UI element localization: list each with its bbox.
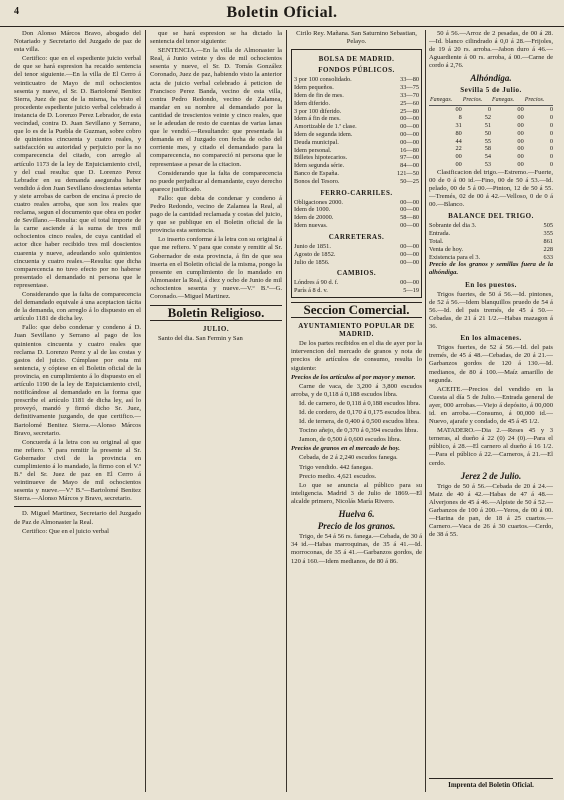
paragraph: Precio medio. 4,621 escudos.	[299, 472, 377, 480]
ferro-title: FERRO-CARRILES.	[320, 188, 393, 197]
carreteras-table	[294, 243, 419, 266]
granos-title: Precios de granos en el mercado de hoy.	[291, 445, 400, 453]
religious-month: JULIO.	[202, 325, 230, 334]
paragraph: Trigos fuertes, de 50 á 56.—Id. pintones, de 52 á 56.—Idem blanquillos pruedo de 54 á 56.—Id. del pais tremés, de 45 á 50.—Cebadas, de 21 á 21 1/2.—Habas mazagon á 36.	[429, 290, 553, 331]
table-cell: 00	[517, 114, 524, 122]
row-value: 00—00	[400, 242, 419, 250]
table-row	[294, 139, 419, 147]
table-cell: 00	[455, 153, 462, 161]
row-value: 16—80	[400, 146, 419, 154]
row-label: Idem á fin de mes.	[294, 115, 341, 123]
paragraph: Id. de cordero, de 0,170 á 0,175 escudos libra.	[299, 409, 421, 417]
paragraph: 50 á 56.—Arroz de 2 pesadas, de 00 á 28.—Id. blanco cilindrado á 0,0 á 28.—Frijoles, de 19 á 20 rs. arroba.—Jabon duro á 46.—Aguardiente á 00 rs. arroba, á 00.—Carne de cordo á 2,76.	[429, 30, 553, 70]
table-cell: 0	[549, 137, 553, 145]
column-rule	[425, 30, 426, 792]
row-label: Junio de 1851.	[294, 242, 331, 250]
almacenes-title: En los almacenes.	[460, 334, 522, 343]
table-cell: 00	[455, 106, 462, 114]
table-row	[294, 92, 419, 100]
table-row	[294, 199, 419, 207]
table-row	[429, 230, 553, 238]
bolsa-box	[291, 49, 422, 298]
row-label: 3 por 100 consolidado.	[294, 76, 352, 84]
table-cell: 0	[549, 153, 553, 161]
table-row	[294, 287, 419, 295]
row-value: 633	[543, 253, 553, 261]
row-label: Idem de 1000.	[294, 206, 331, 214]
row-value: 00—00	[400, 198, 419, 206]
alhondiga-table	[429, 96, 553, 169]
table-cell: 00	[517, 145, 524, 153]
row-value: 00—00	[400, 206, 419, 214]
table-row	[294, 206, 419, 214]
table-row	[294, 115, 419, 123]
row-value: 00—00	[400, 250, 419, 258]
paragraph: que se hará espresion se ha dictado la sentencia del tenor siguiente:	[150, 30, 282, 46]
paragraph: Certifico: que en el espediente juicio verbal de que se hará espresion ha recaido sentencia del tenor siguiente.—En la villa de El Cerro á veinticuatro de Mayo de mil ochocientos sesenta y nueve, el Sr. D. Bartolomé Benitez Sierra, Juez de paz de la misma, ha visto el procedente espediente juicio verbal celebrado á instancia de D. Lorenzo Perez Lebrador, de esta vecindad, contra D. Juan Sevillano y Serrano, que lo es de la Puebla de Guzman, sobre cobro de quinientos cincuenta y cuatro reales, y satisfacción su autoridad y perjuicio por la no comparecencia del citado, con arreglo al artículo 1173 de la ley de Enjuiciamiento civil, y del cual resulta: que D. Lorenzo Perez Lebrador en su demanda aseguraba haber vendido á don Juan Sevillano doscientas setenta y siete arrobas de carbon de encina á precio de cuatro reales arroba, que son los reales que reclama, segun el documento que obra en poder de Sevillano.—Resulta: que el total importe de la carne asciende á la suma de tres mil ochocientos cinco reales, de cuya cantidad el actor dice haber recibido tres mil doscientos cuarenta y nueve, adeudando solo quinientos cincuenta y cuatro reales.—Resulta: que dicha comparecencia no tuvo efecto por no haberse presentado el demandado ni persona que le representase.	[14, 55, 141, 289]
row-value: 00—00	[400, 222, 419, 230]
table-row	[294, 84, 419, 92]
huelva-subtitle: Precio de los granos.	[317, 521, 396, 532]
divider	[14, 506, 141, 507]
row-label: Idem personal.	[294, 146, 332, 154]
row-value: 5—19	[403, 287, 419, 295]
paragraph: Fallo: que debia de condenar y condeno á Pedro Redondo, vecino de Zalamea la Real, al pago de la cantidad reclamada y costas del juicio, y que se publique en el Boletin oficial de la provincia esta sentencia.	[150, 194, 282, 235]
row-value: 33—80	[400, 76, 419, 84]
paragraph: SENTENCIA.—En la villa de Almonaster la Real, á Junio veinte y dos de mil ochocientos sesenta y nueve, el Sr. D. Tomás González Coronado, Juez de paz, habiendo visto la anterior acta de juicio verbal celebrado á peticion de Francisco Perez Banda, vecino de esta villa, contra Pedro Redondo, vecino de Zalamea, mandar en su nombre al demandado por la cantidad de trescientos veinte y cinco reales, que se le adeudan de resto de cuentas de varias lanas que le vendió.—Resultando: que presentada la demanda en el Juzgado con fecha de ocho del corriente mes, y citado el demandado para la comparecencia, no compareció ni persona que le representase a pesar de la citacion.	[150, 47, 282, 168]
paragraph: Jamon, de 0,500 á 0,600 escudos libra.	[299, 436, 402, 444]
bolsa-table	[294, 76, 419, 185]
ferro-table	[294, 199, 419, 230]
table-row	[429, 145, 553, 153]
table-cell: 50	[484, 129, 491, 137]
table-cell: 31	[455, 122, 462, 130]
table-cell: 0	[487, 106, 491, 114]
balance-table	[429, 222, 553, 261]
table-row	[429, 114, 553, 122]
row-label: Sobrante del dia 3.	[429, 222, 477, 230]
row-value: 00—00	[400, 123, 419, 131]
table-row	[294, 170, 419, 178]
table-row	[294, 154, 419, 162]
table-row	[294, 243, 419, 251]
table-row	[294, 222, 419, 230]
row-value: 58—80	[400, 214, 419, 222]
row-label: 3 por 100 diferido.	[294, 107, 342, 115]
table-row	[429, 238, 553, 246]
table-cell: 0	[549, 122, 553, 130]
row-value: 00—00	[400, 258, 419, 266]
column-1	[14, 30, 141, 792]
paragraph: ACEITE.—Precios del vendido en la Cuesta al día 5 de Julio.—Entrada general de ayer, 000 arrobas.—Viejo á depósito, á 00,000 id. en arroba.—Consumo, á 00,000 id.—Nuevo, ajarafe y condado, de 45 á 45 1/2.	[429, 385, 553, 426]
paragraph: Lo inserto conforme á la letra con su original á que me refiero. Y para que conste y remitir al Sr. Gobernador de esta provincia, á fin de que sea inserta en el Boletin oficial de la misma, pongo la presente en cumplimiento de lo mandado en Almonaster la Real, á diez y ocho de Junio de mil ochocientos sesenta y nueve.—V.º B.º—G. Coronado.—Miguel Martinez.	[150, 236, 282, 300]
imprint-footer: Imprenta del Boletin Oficial.	[429, 778, 553, 789]
paragraph: Tocino añejo, de 0,370 á 0,394 escudos libra.	[299, 427, 419, 435]
row-value: 25—80	[400, 107, 419, 115]
column-3	[291, 30, 422, 792]
paragraph: Concuerda á la letra con su original al que me refiero. Y para remitir la presente al Sr. Gobernador civil de la provincia en cumplimiento á lo mandado, la firmo con el V.º B.º del Sr. Juez de paz en El Cerro á veintinueve de Mayo de mil ochocientos sesenta y nueve.—V.º B.º—Bartolomé Benitez Sierra.—Alonso Márcos y Bravo, secretario.	[14, 438, 141, 503]
cambios-table	[294, 279, 419, 295]
row-value: 00—00	[400, 138, 419, 146]
column-header: Precios.	[462, 96, 491, 106]
table-row	[294, 178, 419, 186]
table-row	[429, 153, 553, 161]
row-value: 121—50	[396, 169, 419, 177]
row-label: Lóndres á 90 d. f.	[294, 279, 339, 287]
paragraph: Trigo de 50 á 56.—Cebada de 20 á 24.—Maiz de 40 á 42.—Habas de 47 á 48.—Alverjones de 45 á 46.—Alpiste de 50 á 52.—Garbanzos de 100 á 200.—Yeros, de 00 á 00.—Harina de pan, de 18 á 25 cuartos.—Carnero.—Vaca de 26 á 30 cuartos.—Cerdo, de 38 á 55.	[429, 482, 553, 539]
table-cell: 00	[517, 161, 524, 169]
row-label: Agosto de 1852.	[294, 250, 336, 258]
table-cell: 8	[458, 114, 462, 122]
paragraph: Trigo, de 54 á 56 rs. fanega.—Cebada, de 30 á 34 id.—Habas marroquinas, de 35 á 41.—Id. morroconas, de 35 á 41.—Garbanzos gordos, de 120 á 160.—Idem medianos, de 80 á 86.	[291, 533, 422, 565]
table-row	[294, 259, 419, 267]
paragraph: Considerando que la falta de comparecencia no puede perjudicar al demandante, cuyo derecho aparece justificado.	[150, 169, 282, 193]
column-header: Precios.	[524, 96, 553, 106]
bolsa-title: BOLSA DE MADRID.	[318, 55, 395, 64]
precios-title: Precios de los artículos al por mayor y menor.	[291, 373, 416, 381]
row-value: 00—00	[400, 115, 419, 123]
paragraph: Carne de vaca, de 3,200 á 3,800 escudos arroba, y de 0,118 á 0,188 escudos libra.	[291, 382, 422, 398]
table-row	[429, 106, 553, 114]
jerez-title: Jerez 2 de Julio.	[460, 470, 522, 481]
table-cell: 00	[517, 137, 524, 145]
row-value: 33—70	[400, 91, 419, 99]
row-label: Idem de segunda idem.	[294, 130, 353, 138]
paragraph: Id. de carnero, de 0,118 á 0,188 escudos libra.	[299, 399, 421, 407]
table-row	[294, 108, 419, 116]
column-rule	[286, 30, 287, 792]
table-row	[429, 138, 553, 146]
column-header: Fanegas.	[491, 96, 524, 106]
table-row	[429, 222, 553, 230]
table-row	[429, 161, 553, 169]
bolsa-subtitle: FONDOS PÚBLICOS.	[318, 66, 395, 75]
table-row	[429, 130, 553, 138]
page-header	[0, 0, 564, 27]
paragraph: Id. de ternera, de 0,400 á 0,500 escudos libra.	[299, 418, 419, 426]
table-cell: 00	[517, 122, 524, 130]
table-row	[294, 162, 419, 170]
table-cell: 58	[484, 145, 491, 153]
table-cell: 00	[517, 129, 524, 137]
table-row	[294, 131, 419, 139]
paragraph: D. Miguel Martinez, Secretario del Juzgado de Paz de Almonaster la Real.	[14, 510, 141, 526]
precio-title: Precio de los granos y semillas fuera de la alhóndiga.	[429, 261, 553, 277]
puestos-title: En los puestos.	[465, 280, 517, 289]
row-label: Existencia para el 3.	[429, 253, 481, 261]
row-label: Idem de 20000.	[294, 214, 334, 222]
paragraph: Certifico: Que en el juicio verbal	[22, 527, 109, 535]
row-label: Deuda municipal.	[294, 138, 339, 146]
row-label: Amortizable de 1.ª clase.	[294, 123, 357, 131]
masthead-title: Boletin Oficial.	[226, 4, 338, 21]
paragraph: Clasificacion del trigo.—Estremo.—Fuerte, 00 de 0 á 00 id.—Fino, 00 de 50 á 53.—Id. pelado, 00 de 5 á 00.—Pinton, 12 de 50 á 55.—Tremés, 02 de 00 á 42.—Velloso, 0 de 0 á 00.—Blanco.	[429, 168, 553, 209]
table-row	[294, 123, 419, 131]
table-cell: 22	[455, 145, 462, 153]
row-value: 00—00	[400, 279, 419, 287]
religious-section-title: Boletin Religioso.	[150, 305, 282, 321]
column-rule	[145, 30, 146, 792]
paragraph: De los partes recibidos en el dia de ayer por la intervencion del mercado de granos y nota de precios de artículos de consumo, resulta lo siguiente:	[291, 340, 422, 372]
table-cell: 53	[484, 161, 491, 169]
table-cell: 0	[549, 161, 553, 169]
row-label: Banco de España.	[294, 169, 339, 177]
carreteras-title: CARRETERAS.	[328, 232, 385, 241]
ayuntamiento-title: AYUNTAMIENTO POPULAR DE MADRID.	[298, 322, 415, 339]
row-label: Obligaciones 2000.	[294, 198, 343, 206]
table-cell: 0	[549, 114, 553, 122]
row-label: París á 8 d. v.	[294, 287, 328, 295]
paragraph: Lo que se anuncia al público para su inteligencia. Madrid 3 de Julio de 1869.—El alcalde primero, Nicolás María Rivero.	[291, 481, 422, 505]
row-label: Julio de 1856.	[294, 258, 330, 266]
paragraph: Trigo vendido. 442 fanegas.	[299, 463, 373, 471]
table-cell: 00	[517, 106, 524, 114]
table-row	[294, 147, 419, 155]
cambios-title: CAMBIOS.	[336, 269, 377, 278]
table-cell: 51	[484, 122, 491, 130]
table-row	[429, 246, 553, 254]
paragraph: Don Alonso Márcos Bravo, abogado del Notariado y Secretario del Juzgado de paz de esta villa.	[14, 30, 141, 54]
table-row	[294, 251, 419, 259]
table-cell: 55	[484, 137, 491, 145]
row-value: 84—00	[400, 162, 419, 170]
row-label: Venta de hoy.	[429, 245, 464, 253]
paragraph: Fallo: que debo condenar y condeno á D. Juan Sevillano y Serrano al pago de los quinientos cincuenta y cuatro reales que reclama D. Lorenzo Perez y al de las costas y gastos del juicio. Cúmplase por esta mi sentencia, y cópiese en el Boletin oficial de la provincia, en cumplimiento á lo dispuesto en el artículo 1190 de la ley de Enjuiciamiento civil, notificándose al demandado en la forma que prescribe el artículo 1181 de dicha ley, así lo proveyó, mandó y firmó dicho Sr. Juez, definitivamente juzgando, de que certifico.—Bartolomé Benitez Sierra.—Alonso Márcos Bravo, secretario.	[14, 324, 141, 437]
column-4	[429, 30, 553, 792]
row-value: 25—60	[400, 99, 419, 107]
paragraph: Cirilo Rey. Mañana. San Saturnino Sebastian, Pelayo.	[296, 30, 417, 46]
table-cell: 44	[455, 137, 462, 145]
table-cell: 0	[549, 129, 553, 137]
table-row	[429, 254, 553, 262]
paragraph: Santo del dia. San Fermin y San	[158, 335, 243, 343]
row-value: 861	[543, 237, 553, 245]
row-label: Total.	[429, 237, 444, 245]
table-row	[294, 76, 419, 84]
table-cell: 0	[549, 145, 553, 153]
table-cell: 52	[484, 114, 491, 122]
paragraph: Cebada, de 2 á 2,240 escudos fanega.	[299, 454, 398, 462]
paragraph: Trigos fuertes, de 52 á 56.—Id. del pais tremés, de 45 á 48.—Cebadas, de 20 á 21.—Garbanzos gordos de 120 á 130.—Id. medianos, de 80 á 100.—Maíz amarillo de segunda.	[429, 344, 553, 384]
row-value: 33—75	[400, 84, 419, 92]
table-row	[294, 100, 419, 108]
row-label: Entrada.	[429, 230, 451, 238]
row-value: 97—00	[400, 154, 419, 162]
row-value: 00—00	[400, 130, 419, 138]
page-number: 4	[14, 6, 19, 17]
row-label: Idem nuevas.	[294, 222, 328, 230]
row-label: Idem pequeños.	[294, 84, 334, 92]
huelva-title: Huelva 6.	[338, 509, 375, 520]
table-row	[294, 214, 419, 222]
table-cell: 80	[455, 129, 462, 137]
seccion-comercial-title: Seccion Comercial.	[291, 302, 422, 318]
table-cell: 00	[455, 161, 462, 169]
table-cell: 0	[549, 106, 553, 114]
paragraph: MATADERO.—Dia 2.—Reses 45 y 3 terneras, al dueño á 22 (0) 24 (0).—Para el público, á 28.—El carnero al dueño á 16 1/2.—Para el público á 22.—Carneros, á 21.—El cerdo.	[429, 427, 553, 467]
alhondiga-date: Sevilla 5 de Julio.	[460, 85, 522, 94]
row-value: 228	[543, 245, 553, 253]
table-cell: 54	[484, 153, 491, 161]
row-label: Idem de fin de mes.	[294, 91, 344, 99]
row-label: Idem segunda série.	[294, 162, 345, 170]
column-header: Fanegas.	[429, 96, 462, 106]
table-row	[294, 279, 419, 287]
row-label: Idem diferido.	[294, 99, 331, 107]
row-value: 505	[543, 222, 553, 230]
table-cell: 00	[517, 153, 524, 161]
table-row	[429, 122, 553, 130]
row-value: 355	[543, 230, 553, 238]
balance-title: BALANCE DEL TRIGO.	[448, 212, 534, 221]
column-2	[150, 30, 282, 792]
alhondiga-title: Alhóndiga.	[470, 73, 512, 84]
paragraph: Considerando que la falta de comparecencia del demandado equivale á una aceptacion tácita de la demanda, con arreglo á lo dispuesto en el artículo 1181 de dicha ley.	[14, 291, 141, 323]
row-label: Billetes hipotecarios.	[294, 154, 348, 162]
row-value: 50—25	[400, 177, 419, 185]
row-label: Bonos del Tesoro.	[294, 177, 340, 185]
